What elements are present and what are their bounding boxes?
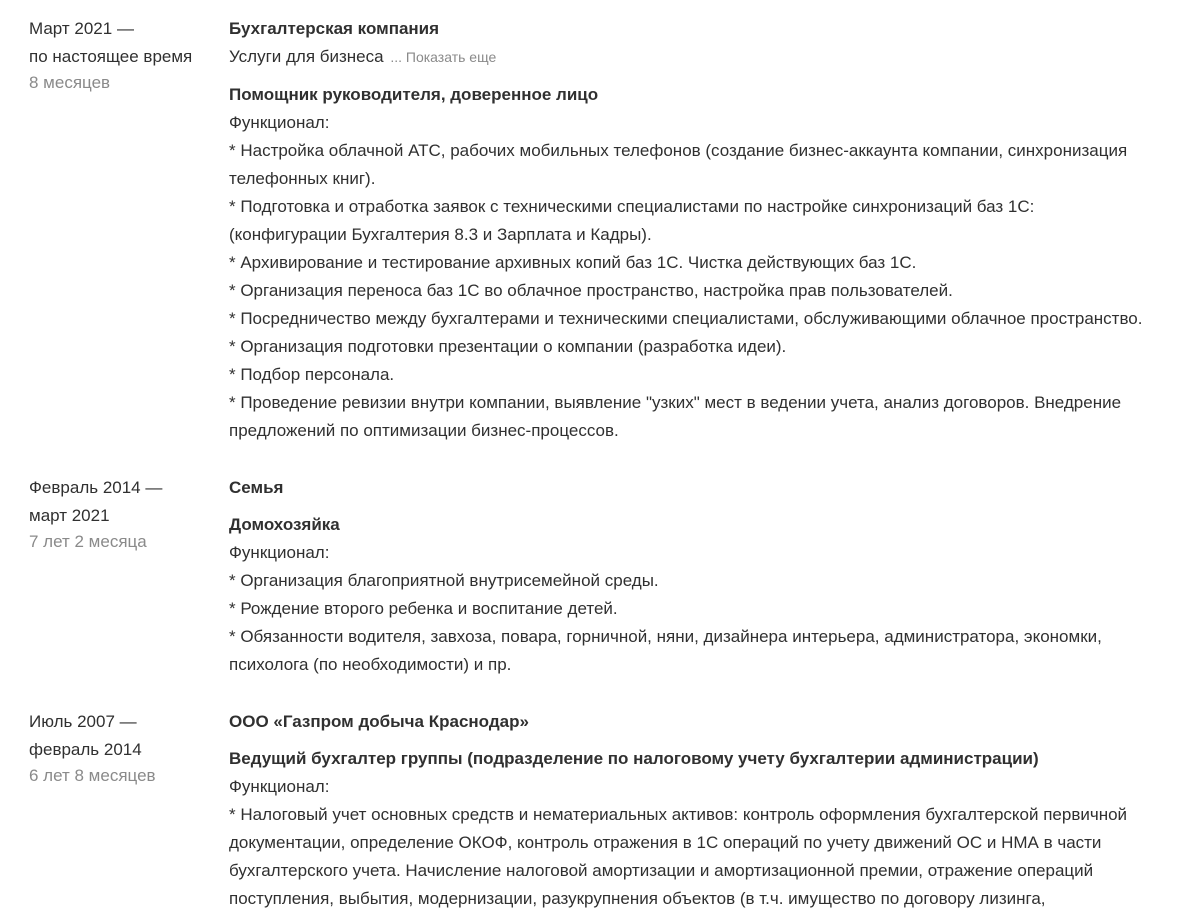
description-line: * Рождение второго ребенка и воспитание детей. bbox=[229, 599, 618, 618]
experience-period bbox=[29, 15, 219, 95]
period-end: март 2021 bbox=[29, 506, 110, 525]
description-line: телефонных книг). bbox=[229, 169, 376, 188]
description-line: * Организация подготовки презентации о компании (разработка идеи). bbox=[229, 337, 787, 356]
description-line: поступления, выбытия, модернизации, разукрупнения объектов (в т.ч. имущество по договору лизинга, bbox=[229, 889, 1046, 908]
company-industry bbox=[229, 43, 1184, 71]
period-end: по настоящее время bbox=[29, 47, 193, 66]
period-start: Март 2021 — bbox=[29, 19, 134, 38]
position-description bbox=[229, 539, 1184, 679]
description-line: * Настройка облачной АТС, рабочих мобильных телефонов (создание бизнес-аккаунта компании, синхронизация bbox=[229, 141, 1128, 160]
description-line: предложений по оптимизации бизнес-процессов. bbox=[229, 421, 619, 440]
period-duration: 6 лет 8 месяцев bbox=[29, 766, 156, 785]
description-line: (конфигурации Бухгалтерия 8.3 и Зарплата и Кадры). bbox=[229, 225, 652, 244]
description-line: Функционал: bbox=[229, 113, 330, 132]
position-title: Домохозяйка bbox=[229, 515, 340, 534]
description-line: Функционал: bbox=[229, 543, 330, 562]
position-description bbox=[229, 109, 1184, 445]
period-duration: 8 месяцев bbox=[29, 73, 111, 92]
experience-period bbox=[29, 474, 219, 554]
description-line: документации, определение ОКОФ, контроль отражения в 1С операций по учету движений ОС и НМА в части bbox=[229, 833, 1102, 852]
description-line: * Архивирование и тестирование архивных копий баз 1С. Чистка действующих баз 1С. bbox=[229, 253, 917, 272]
description-line: бухгалтерского учета. Начисление налоговой амортизации и амортизационной премии, отражение операций bbox=[229, 861, 1094, 880]
period-duration: 7 лет 2 месяца bbox=[29, 532, 147, 551]
period-start: Февраль 2014 — bbox=[29, 478, 163, 497]
description-line: * Подбор персонала. bbox=[229, 365, 395, 384]
description-line: * Подготовка и отработка заявок с техническими специалистами по настройке синхронизаций баз 1С: bbox=[229, 197, 1035, 216]
description-line: * Обязанности водителя, завхоза, повара, горничной, няни, дизайнера интерьера, администратора, экономки, bbox=[229, 627, 1102, 646]
company-name: Семья bbox=[229, 478, 284, 497]
period-end: февраль 2014 bbox=[29, 740, 142, 759]
experience-period bbox=[29, 708, 219, 788]
description-line: * Проведение ревизии внутри компании, выявление "узких" мест в ведении учета, анализ договоров. Внедрение bbox=[229, 393, 1122, 412]
industry-label: Услуги для бизнеса bbox=[229, 47, 384, 66]
description-line: * Организация переноса баз 1С во облачное пространство, настройка прав пользователей. bbox=[229, 281, 953, 300]
position-description bbox=[229, 773, 1184, 913]
company-name: Бухгалтерская компания bbox=[229, 19, 440, 38]
period-start: Июль 2007 — bbox=[29, 712, 137, 731]
description-line: Функционал: bbox=[229, 777, 330, 796]
show-more-link[interactable]: ... Показать еще bbox=[390, 49, 497, 65]
company-name: ООО «Газпром добыча Краснодар» bbox=[229, 712, 529, 731]
position-title: Помощник руководителя, доверенное лицо bbox=[229, 85, 599, 104]
description-line: психолога (по необходимости) и пр. bbox=[229, 655, 512, 674]
description-line: * Налоговый учет основных средств и нематериальных активов: контроль оформления бухгалтерской первичной bbox=[229, 805, 1128, 824]
experience-details bbox=[229, 708, 1184, 913]
description-line: * Организация благоприятной внутрисемейной среды. bbox=[229, 571, 659, 590]
experience-details bbox=[229, 15, 1184, 445]
description-line: * Посредничество между бухгалтерами и техническими специалистами, обслуживающими облачное пространство. bbox=[229, 309, 1143, 328]
position-title: Ведущий бухгалтер группы (подразделение по налоговому учету бухгалтерии администрации) bbox=[229, 749, 1039, 768]
experience-details bbox=[229, 474, 1184, 679]
